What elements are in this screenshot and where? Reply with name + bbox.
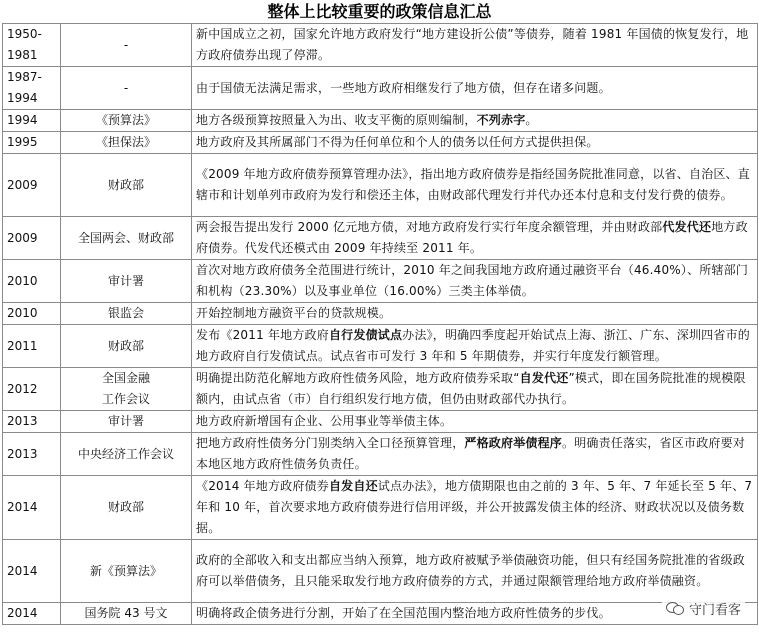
table-row [3,154,758,217]
table-row [3,110,758,132]
year-cell: 2011 [3,325,61,368]
text-segment: 新中国成立之初，国家允许地方政府发行“地方建设折公债”等债券，随着 1981 年国债的恢复发行，地方政府债券出现了停滞。 [196,27,749,62]
description-cell [192,110,758,132]
year-cell: 1987- 1994 [3,67,61,110]
watermark-text: 守门看客 [688,602,741,618]
description-cell [192,217,758,260]
description-cell [192,260,758,303]
text-segment: 办法》，明确四季度起开始试点上海、浙江、广东、深圳四省市的地方政府自行发债试点。试点省市可发行 3 年和 5 年期债券，并实行年度发行额管理。 [196,328,750,363]
year-cell: 2014 [3,476,61,540]
year-cell: 2014 [3,603,61,625]
description-cell [192,154,758,217]
source-cell: 《预算法》 [61,110,192,132]
bold-text: 自发代还 [519,371,569,385]
text-segment: 发布《2011 年地方政府 [196,328,329,342]
source-cell: - [61,24,192,67]
year-cell: 2009 [3,217,61,260]
source-cell: 财政部 [61,476,192,540]
source-cell: 全国金融 工作会议 [61,368,192,411]
text-segment: 《2014 年地方政府债券 [196,479,329,493]
table-row [3,132,758,154]
text-segment: 地方政府及其所属部门不得为任何单位和个人的债务以任何方式提供担保。 [196,135,599,149]
table-row [3,67,758,110]
text-segment: 试点办法》，地方债期限也由之前的 3 年、5 年、7 年延长至 5 年、7 年和 10 年，首次要求地方政府债券进行信用评级，并公开披露发债主体的经济、财政状况以及债务数据。 [196,479,753,535]
source-cell: 新《预算法》 [61,540,192,603]
text-segment: 首次对地方政府债务全范围进行统计，2010 年之间我国地方政府通过融资平台（46.40%）、所辖部门和机构（23.30%）以及事业单位（16.00%）三类主体举债。 [196,263,749,298]
source-cell: 财政部 [61,154,192,217]
table-row [3,303,758,325]
bold-text: 不列赤字 [476,113,526,127]
year-cell: 2012 [3,368,61,411]
text-segment: 地方政府债券。代发代还模式由 2009 年持续至 2011 年。 [196,220,748,255]
table-row [3,217,758,260]
source-cell: 财政部 [61,325,192,368]
source-cell: 银监会 [61,303,192,325]
text-segment: 两会报告提出发行 2000 亿元地方债，对地方政府发行实行年度余额管理，并由财政部 [196,220,663,234]
table-row [3,368,758,411]
description-cell [192,67,758,110]
table-row [3,540,758,603]
table-row [3,260,758,303]
bold-text: 严格政府举债程序 [464,436,563,450]
description-cell [192,476,758,540]
source-cell: 《担保法》 [61,132,192,154]
year-cell: 2013 [3,433,61,476]
year-cell: 1995 [3,132,61,154]
description-cell [192,132,758,154]
table-row [3,476,758,540]
source-cell: 中央经济工作会议 [61,433,192,476]
bold-text: 代发代还 [662,220,712,234]
watermark [662,597,745,619]
policy-table-body [3,24,758,625]
table-row [3,325,758,368]
text-segment: 地方各级预算按照量入为出、收支平衡的原则编制， [196,113,477,127]
document-title: 整体上比较重要的政策信息汇总 [267,2,492,21]
text-segment: ”模式，即在国务院批准的规模限额内，由试点省（市）自行组织发行地方债，但仍由财政部代办执行。 [196,371,746,406]
text-segment: 把地方政府性债务分门别类纳入全口径预算管理， [196,436,465,450]
text-segment: 地方政府新增国有企业、公用事业等举债主体。 [196,414,453,428]
year-cell: 2014 [3,540,61,603]
text-segment: 开始控制地方融资平台的贷款规模。 [196,306,392,320]
source-cell: 审计署 [61,260,192,303]
year-cell: 1950- 1981 [3,24,61,67]
source-cell: 国务院 43 号文 [61,603,192,625]
description-cell [192,433,758,476]
table-row [3,24,758,67]
year-cell: 2009 [3,154,61,217]
year-cell: 2013 [3,411,61,433]
year-cell: 1994 [3,110,61,132]
source-cell: 全国两会、财政部 [61,217,192,260]
description-cell [192,540,758,603]
table-row [3,603,758,625]
description-cell [192,325,758,368]
policy-table [2,23,758,625]
wechat-icon [666,601,684,615]
text-segment: 明确将政企债务进行分割，开始了在全国范围内整治地方政府性债务的步伐。 [196,606,611,620]
text-segment: 由于国债无法满足需求，一些地方政府相继发行了地方债，但存在诸多问题。 [196,80,611,95]
bold-text: 自发自还 [328,479,378,493]
source-cell: 审计署 [61,411,192,433]
text-segment: 明确提出防范化解地方政府性债务风险，地方政府债券采取“ [196,371,520,385]
description-cell [192,24,758,67]
description-cell [192,368,758,411]
description-cell [192,303,758,325]
year-cell: 2010 [3,260,61,303]
description-cell [192,411,758,433]
text-segment: 。 [525,113,538,127]
year-cell: 2010 [3,303,61,325]
text-segment: 《2009 年地方政府债券预算管理办法》，指出地方政府债券是指经国务院批准同意，以省、自治区、直辖市和计划单列市政府为发行和偿还主体，由财政部代理发行并代办还本付息和支付发行费的债券。 [196,167,750,202]
text-segment: 政府的全部收入和支出都应当纳入预算，地方政府被赋予举债融资功能，但只有经国务院批准的省级政府可以举借债务，且只能采取发行地方政府债券的方式，并通过限额管理给地方政府举债融资。 [196,553,746,588]
table-row [3,411,758,433]
source-cell: - [61,67,192,110]
bold-text: 自行发债试点 [328,328,403,342]
text-segment: 。明确责任落实，省区市政府要对本地区地方政府性债务负责任。 [196,436,746,471]
table-row [3,433,758,476]
